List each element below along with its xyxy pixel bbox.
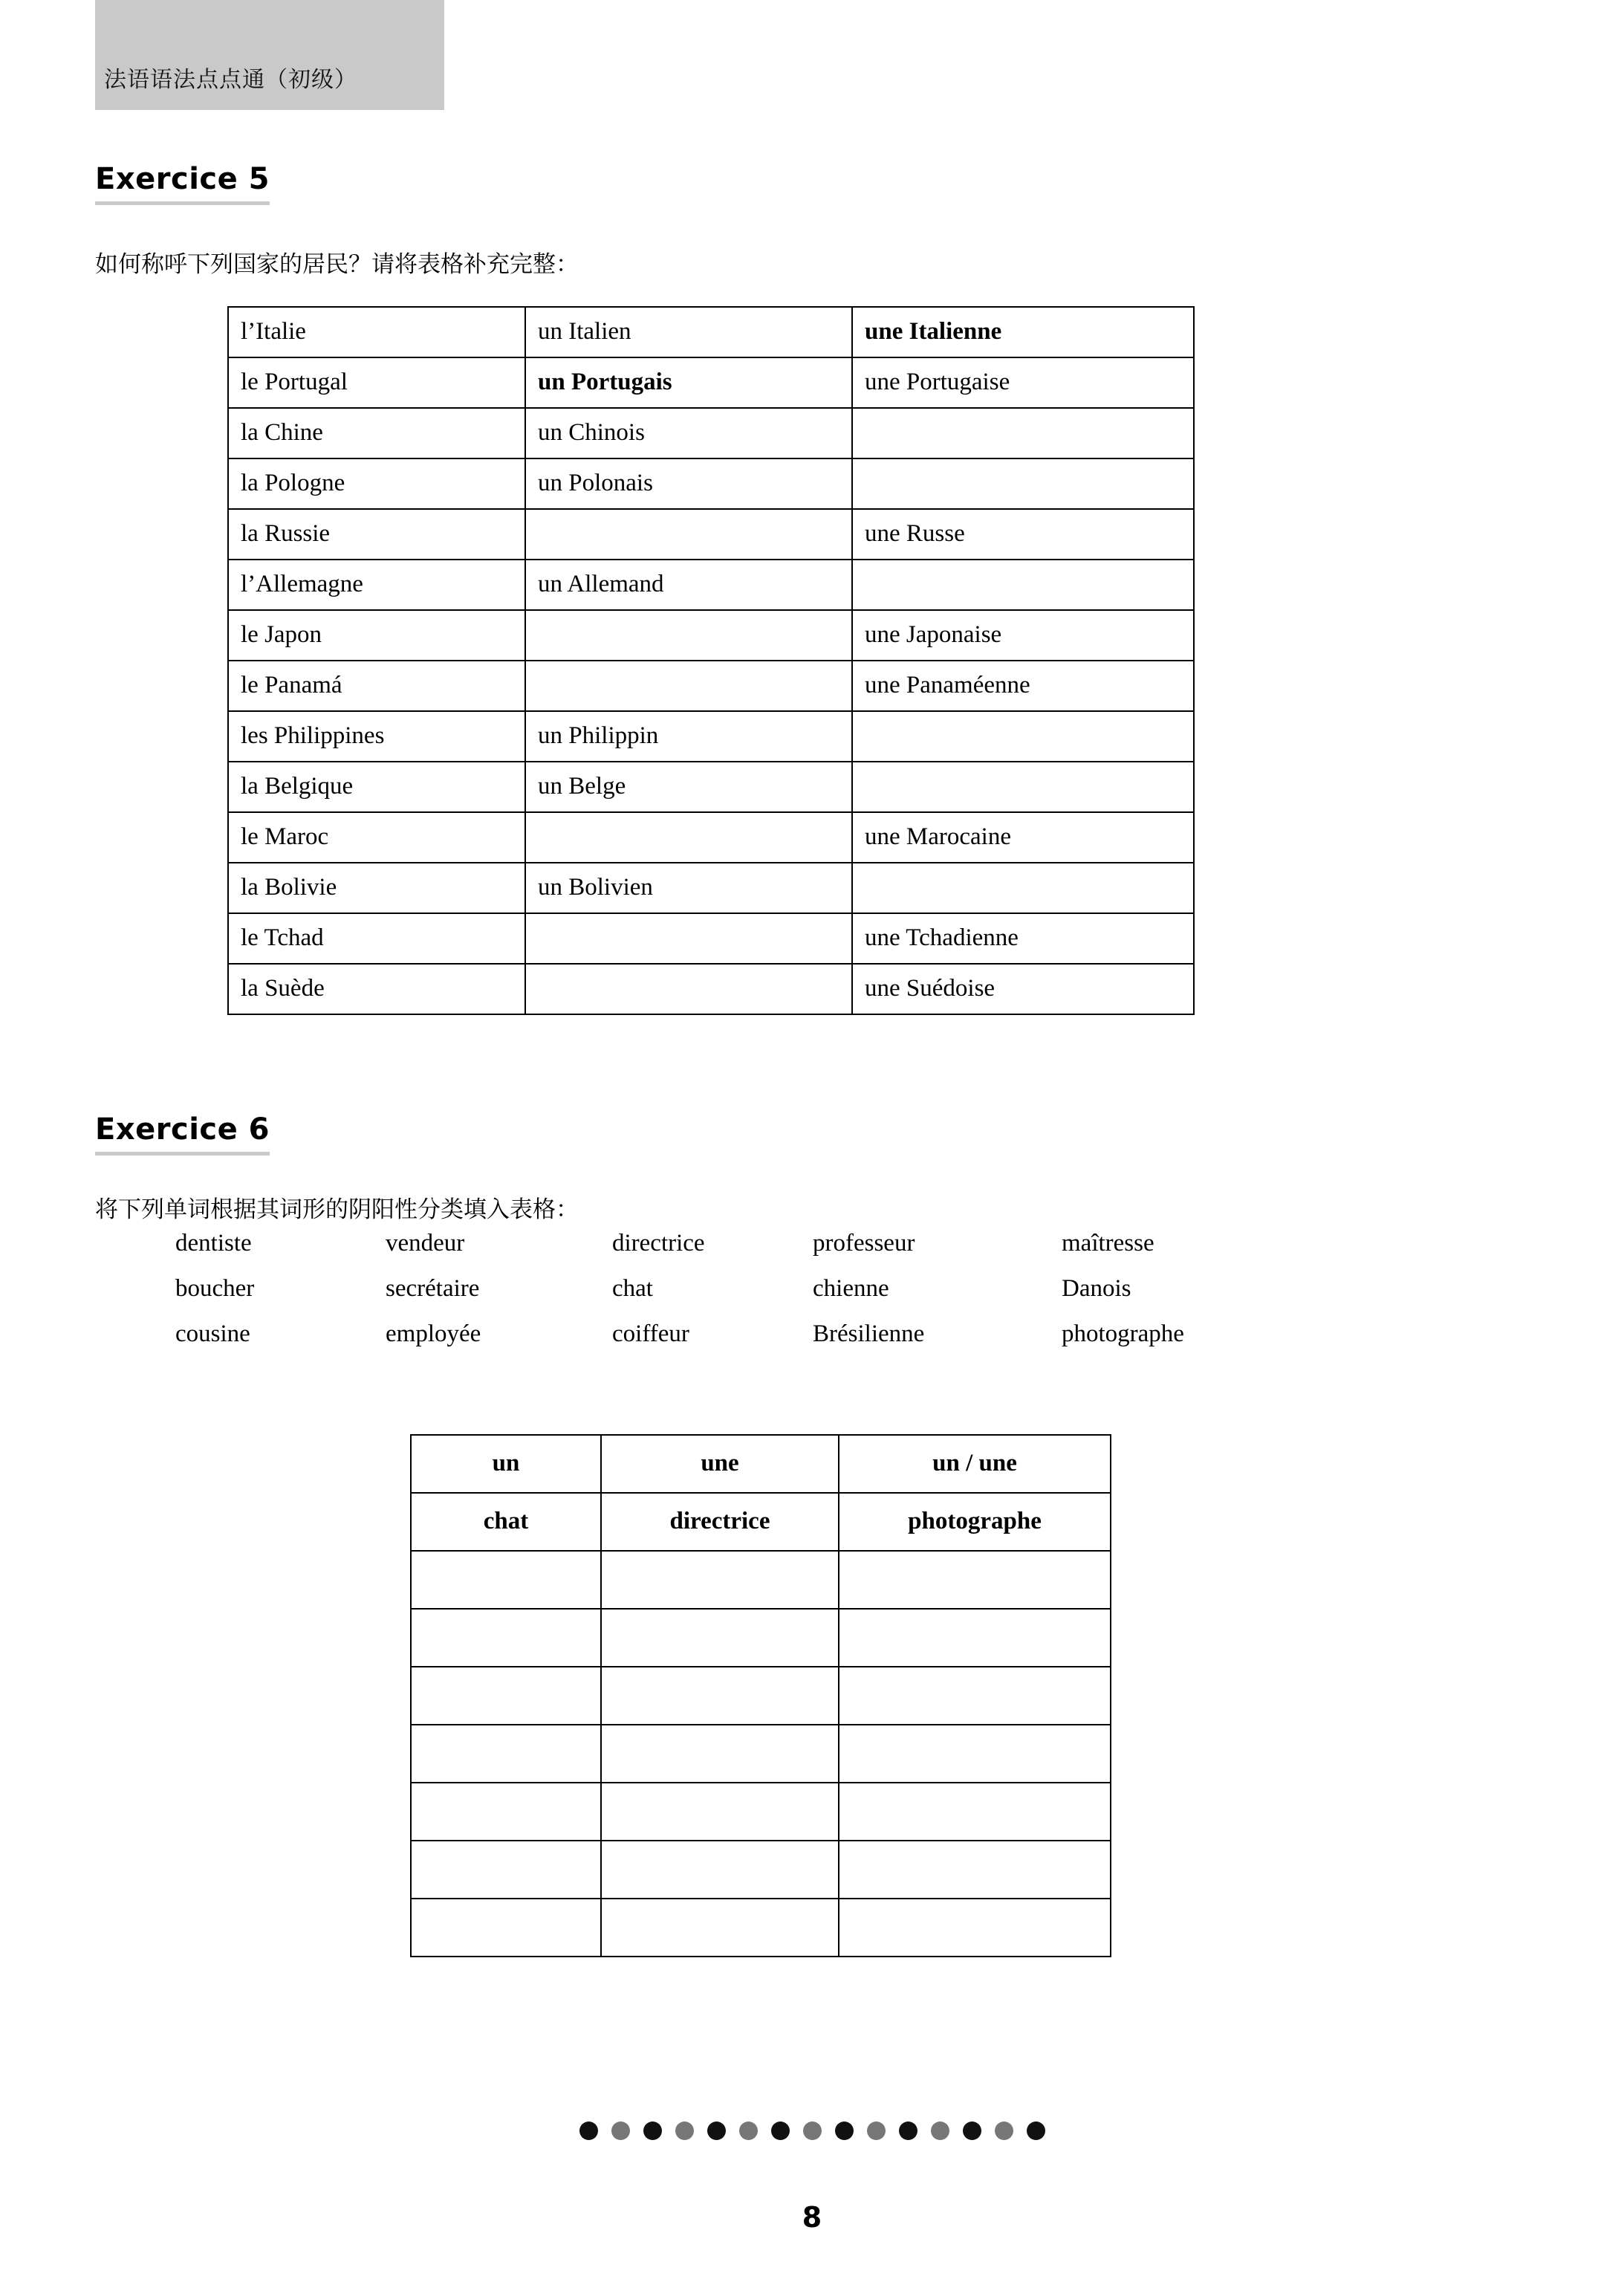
gender-table-cell[interactable]: [839, 1551, 1111, 1609]
word-bank-item: Brésilienne: [813, 1320, 925, 1347]
decorative-dot: [835, 2121, 854, 2140]
nationality-cell-fem[interactable]: une Suédoise: [852, 964, 1194, 1014]
word-bank-item: directrice: [612, 1230, 705, 1257]
table-header-row: [411, 1435, 1111, 1493]
gender-table-cell[interactable]: [601, 1667, 839, 1725]
nationality-cell-masc[interactable]: [525, 610, 852, 661]
gender-table-cell[interactable]: [839, 1899, 1111, 1957]
table-row: [411, 1899, 1111, 1957]
decorative-dot: [931, 2121, 949, 2140]
nationality-cell-fem[interactable]: une Marocaine: [852, 812, 1194, 863]
word-bank-item: cousine: [175, 1320, 250, 1347]
nationality-cell-masc[interactable]: un Bolivien: [525, 863, 852, 913]
word-bank-item: photographe: [1062, 1320, 1184, 1347]
nationality-cell-masc[interactable]: un Portugais: [525, 357, 852, 408]
gender-table-cell[interactable]: [411, 1841, 601, 1899]
decorative-dot: [995, 2121, 1013, 2140]
gender-table-cell[interactable]: [601, 1899, 839, 1957]
exercise6-heading-text: Exercice 6: [95, 1112, 270, 1147]
nationality-cell-country[interactable]: le Tchad: [228, 913, 525, 964]
decorative-dot: [739, 2121, 758, 2140]
table-row: [411, 1725, 1111, 1783]
word-bank-item: coiffeur: [612, 1320, 689, 1347]
word-bank-item: vendeur: [386, 1230, 465, 1257]
nationality-cell-masc[interactable]: [525, 509, 852, 560]
nationality-cell-fem[interactable]: [852, 711, 1194, 762]
nationality-cell-masc[interactable]: un Chinois: [525, 408, 852, 458]
decorative-dot: [899, 2121, 917, 2140]
table-row: [228, 964, 1194, 1014]
gender-table-cell[interactable]: [411, 1725, 601, 1783]
decorative-dot: [611, 2121, 630, 2140]
nationality-cell-country[interactable]: le Maroc: [228, 812, 525, 863]
nationality-cell-country[interactable]: la Belgique: [228, 762, 525, 812]
nationality-cell-country[interactable]: le Panamá: [228, 661, 525, 711]
word-bank-item: dentiste: [175, 1230, 252, 1257]
nationality-cell-country[interactable]: l’Italie: [228, 307, 525, 357]
decorative-dot-rule: [0, 2121, 1624, 2140]
exercise5-heading: [95, 162, 270, 196]
decorative-dot: [963, 2121, 981, 2140]
nationality-cell-country[interactable]: la Chine: [228, 408, 525, 458]
nationality-cell-fem[interactable]: une Italienne: [852, 307, 1194, 357]
nationality-table: [227, 306, 1195, 1015]
gender-table-header: une: [601, 1435, 839, 1493]
gender-table-cell[interactable]: directrice: [601, 1493, 839, 1551]
gender-table-cell[interactable]: [839, 1609, 1111, 1667]
gender-table-cell[interactable]: [839, 1725, 1111, 1783]
word-bank-item: boucher: [175, 1275, 255, 1302]
table-row: [228, 863, 1194, 913]
nationality-cell-masc[interactable]: un Belge: [525, 762, 852, 812]
nationality-cell-fem[interactable]: [852, 408, 1194, 458]
table-row: [228, 812, 1194, 863]
decorative-dot: [771, 2121, 790, 2140]
nationality-cell-country[interactable]: le Japon: [228, 610, 525, 661]
nationality-cell-fem[interactable]: [852, 863, 1194, 913]
word-bank-item: chat: [612, 1275, 653, 1302]
gender-table-cell[interactable]: chat: [411, 1493, 601, 1551]
table-row: [411, 1551, 1111, 1609]
page-number: 8: [802, 2201, 822, 2234]
table-row: [228, 661, 1194, 711]
nationality-cell-country[interactable]: la Russie: [228, 509, 525, 560]
gender-table-cell[interactable]: [601, 1551, 839, 1609]
table-row: [411, 1783, 1111, 1841]
exercise5-heading-text: Exercice 5: [95, 162, 270, 196]
nationality-cell-country[interactable]: la Pologne: [228, 458, 525, 509]
nationality-cell-country[interactable]: la Bolivie: [228, 863, 525, 913]
heading-underline: [95, 1152, 270, 1155]
word-bank-item: secrétaire: [386, 1275, 480, 1302]
gender-table-cell[interactable]: [601, 1841, 839, 1899]
word-bank-item: chienne: [813, 1275, 889, 1302]
word-bank-item: employée: [386, 1320, 481, 1347]
nationality-cell-masc[interactable]: un Polonais: [525, 458, 852, 509]
table-row: [411, 1609, 1111, 1667]
table-row: [411, 1667, 1111, 1725]
nationality-cell-country[interactable]: le Portugal: [228, 357, 525, 408]
nationality-cell-country[interactable]: l’Allemagne: [228, 560, 525, 610]
nationality-cell-fem[interactable]: [852, 762, 1194, 812]
table-row: [228, 357, 1194, 408]
word-bank-row: [175, 1275, 1275, 1303]
nationality-cell-fem[interactable]: une Portugaise: [852, 357, 1194, 408]
gender-table-header: un / une: [839, 1435, 1111, 1493]
decorative-dot: [867, 2121, 886, 2140]
exercise6-instruction: 将下列单词根据其词形的阴阳性分类填入表格：: [95, 1196, 579, 1223]
decorative-dot: [707, 2121, 726, 2140]
book-title: 法语语法点点通（初级）: [104, 67, 357, 93]
decorative-dot: [643, 2121, 662, 2140]
nationality-cell-country[interactable]: la Suède: [228, 964, 525, 1014]
decorative-dot: [675, 2121, 694, 2140]
table-row: [228, 307, 1194, 357]
nationality-cell-country[interactable]: les Philippines: [228, 711, 525, 762]
gender-table: [410, 1434, 1111, 1957]
gender-table-cell[interactable]: [411, 1899, 601, 1957]
exercise6-heading: [95, 1112, 270, 1147]
nationality-cell-fem[interactable]: une Tchadienne: [852, 913, 1194, 964]
table-row: [228, 560, 1194, 610]
table-row: [228, 458, 1194, 509]
decorative-dot: [803, 2121, 822, 2140]
nationality-cell-masc[interactable]: [525, 913, 852, 964]
nationality-cell-masc[interactable]: [525, 964, 852, 1014]
table-row: [228, 408, 1194, 458]
nationality-cell-fem[interactable]: une Japonaise: [852, 610, 1194, 661]
table-row: [411, 1493, 1111, 1551]
gender-table-cell[interactable]: [411, 1667, 601, 1725]
nationality-table-body: [228, 307, 1194, 1014]
word-bank-item: professeur: [813, 1230, 915, 1257]
gender-table-cell[interactable]: [411, 1551, 601, 1609]
word-bank-row: [175, 1320, 1275, 1348]
exercise5-instruction: 如何称呼下列国家的居民？请将表格补充完整：: [95, 251, 579, 278]
gender-table-cell[interactable]: [839, 1841, 1111, 1899]
gender-table-cell[interactable]: [601, 1609, 839, 1667]
word-bank-item: maîtresse: [1062, 1230, 1154, 1257]
nationality-cell-fem[interactable]: une Panaméenne: [852, 661, 1194, 711]
gender-table-header: un: [411, 1435, 601, 1493]
decorative-dot: [1027, 2121, 1045, 2140]
table-row: [228, 913, 1194, 964]
gender-table-cell[interactable]: [839, 1783, 1111, 1841]
table-row: [228, 711, 1194, 762]
nationality-cell-masc[interactable]: [525, 661, 852, 711]
nationality-cell-masc[interactable]: un Allemand: [525, 560, 852, 610]
table-row: [411, 1841, 1111, 1899]
gender-table-cell[interactable]: photographe: [839, 1493, 1111, 1551]
decorative-dot: [579, 2121, 598, 2140]
word-bank-item: Danois: [1062, 1275, 1131, 1302]
nationality-cell-fem[interactable]: [852, 458, 1194, 509]
word-bank: [175, 1230, 1275, 1366]
gender-table-cell[interactable]: [839, 1667, 1111, 1725]
heading-underline: [95, 201, 270, 205]
gender-table-cell[interactable]: [411, 1609, 601, 1667]
nationality-cell-fem[interactable]: [852, 560, 1194, 610]
gender-table-cell[interactable]: [601, 1783, 839, 1841]
table-row: [228, 509, 1194, 560]
table-row: [228, 610, 1194, 661]
nationality-cell-masc[interactable]: un Philippin: [525, 711, 852, 762]
word-bank-row: [175, 1230, 1275, 1257]
gender-table-body: [411, 1435, 1111, 1957]
gender-table-cell[interactable]: [601, 1725, 839, 1783]
table-row: [228, 762, 1194, 812]
nationality-cell-masc[interactable]: [525, 812, 852, 863]
nationality-cell-fem[interactable]: une Russe: [852, 509, 1194, 560]
gender-table-cell[interactable]: [411, 1783, 601, 1841]
nationality-cell-masc[interactable]: un Italien: [525, 307, 852, 357]
